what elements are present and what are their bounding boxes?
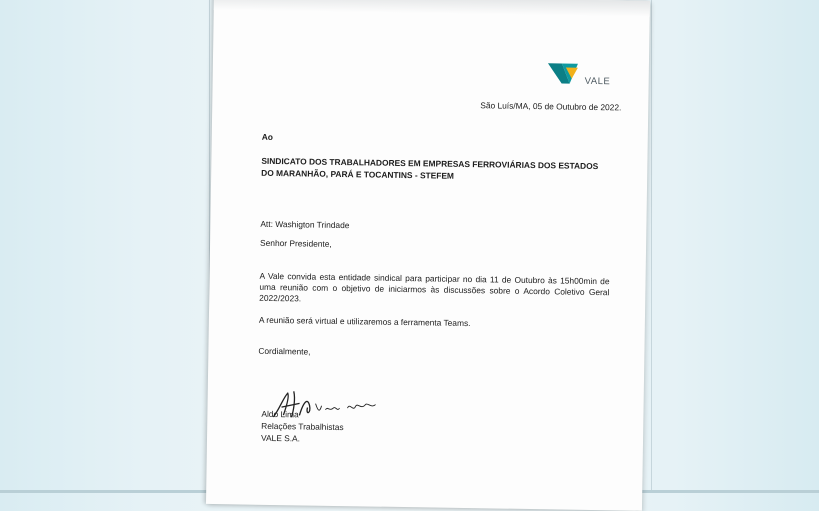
body-paragraph-2: A reunião será virtual e utilizaremos a ferramenta Teams. (258, 314, 471, 329)
greeting: Senhor Presidente, (260, 237, 332, 249)
attention-line: Att: Washigton Trindade (260, 218, 350, 231)
page-top-shadow (214, 0, 650, 17)
letter-page (206, 0, 650, 511)
recipient-line-2: DO MARANHÃO, PARÁ E TOCANTINS - STEFEM (261, 167, 455, 181)
closing: Cordialmente, (258, 345, 311, 357)
logo-wordmark: VALE (584, 75, 611, 88)
background-divider-right (651, 0, 652, 493)
body-paragraph-1: A Vale convida esta entidade sindical para participar no dia 11 de Outubro às 15h00min de uma reunião com o objetivo de iniciarmos às discussões sobre o Acordo Coletivo Geral 2022/2023. (259, 270, 610, 304)
date-line: São Luís/MA, 05 de Outubro de 2022. (480, 100, 622, 113)
signer-department: Relações Trabalhistas (261, 420, 344, 433)
signer-company: VALE S.A. (260, 432, 301, 444)
signer-name: Aldo Lima (261, 408, 299, 420)
salutation-to: Ao (261, 131, 274, 142)
recipient-line-1: SINDICATO DOS TRABALHADORES EM EMPRESAS FERROVIÁRIAS DOS ESTADOS (261, 155, 599, 172)
